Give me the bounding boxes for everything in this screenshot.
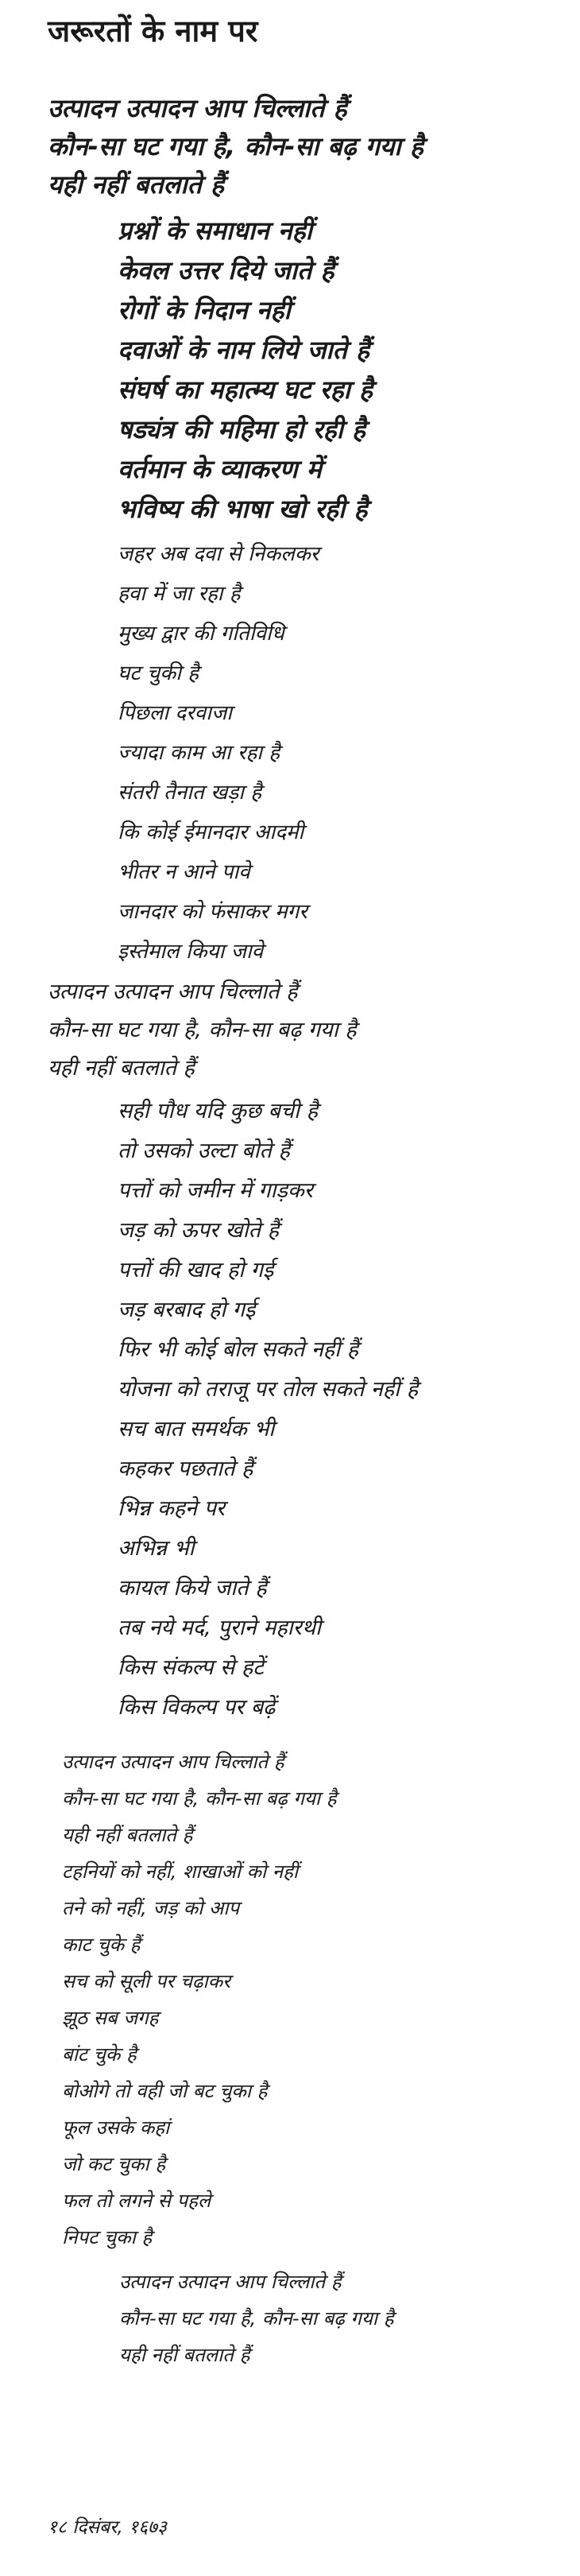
- poem-line: तो उसको उल्टा बोते हैं: [118, 1139, 290, 1163]
- poem-line: टहनियों को नहीं, शाखाओं को नहीं: [62, 1860, 299, 1883]
- poem-line: भिन्न कहने पर: [118, 1496, 225, 1521]
- poem-line: फूल उसके कहां: [62, 2116, 170, 2139]
- poem-line: जड़ को ऊपर खोते हैं: [118, 1218, 279, 1243]
- poem-line: यही नहीं बतलाते हैं: [119, 2344, 250, 2366]
- poem-line: यही नहीं बतलाते हैं: [48, 1056, 195, 1080]
- poem-title: जरूरतों के नाम पर: [48, 14, 258, 48]
- poem-line: भीतर न आने पावे: [118, 860, 250, 884]
- poem-line: फल तो लगने से पहले: [62, 2190, 211, 2212]
- poem-line: जहर अब दवा से निकलकर: [118, 542, 319, 566]
- poem-date: १८ दिसंबर, १६७३: [48, 2517, 167, 2538]
- poem-line: फिर भी कोई बोल सकते नहीं हैं: [118, 1337, 359, 1362]
- poem-line: पिछला दरवाजा: [118, 701, 233, 725]
- poem-line: हवा में जा रहा है: [118, 582, 241, 606]
- poem-line: मुख्य द्वार की गतिविधि: [118, 622, 284, 646]
- poem-line: निपट चुका है: [62, 2226, 153, 2248]
- poem-line: उत्पादन उत्पादन आप चिल्लाते हैं: [119, 2271, 342, 2293]
- poem-line: कहकर पछताते हैं: [118, 1457, 253, 1481]
- poem-line: कौन-सा घट गया है, कौन-सा बढ़ गया है: [48, 131, 423, 161]
- poem-line: बांट चुके है: [62, 2043, 137, 2066]
- poem-line: कौन-सा घट गया है, कौन-सा बढ़ गया है: [48, 1018, 357, 1042]
- poem-line: कौन-सा घट गया है, कौन-सा बढ़ गया है: [119, 2307, 394, 2330]
- poem-line: अभिन्न भी: [118, 1536, 195, 1561]
- poem-line: घट चुकी है: [118, 661, 199, 685]
- poem-line: भविष्य की भाषा खो रही है: [118, 494, 368, 524]
- poem-line: कि कोई ईमानदार आदमी: [118, 821, 304, 844]
- poem-line: बोओगे तो वही जो बट चुका है: [62, 2080, 268, 2102]
- poem-line: दवाओं के नाम लिये जाते हैं: [118, 335, 370, 365]
- poem-line: षड्यंत्र की महिमा हो रही है: [118, 414, 365, 444]
- poem-line: तने को नहीं, जड़ को आप: [62, 1897, 240, 1919]
- poem-line: झूठ सब जगह: [62, 2007, 159, 2029]
- poem-line: काट चुके हैं: [62, 1934, 141, 1956]
- poem-line: तब नये मर्द, पुराने महारथी: [118, 1616, 321, 1640]
- poem-line: रोगों के निदान नहीं: [118, 295, 291, 325]
- poem-line: प्रश्नों के समाधान नहीं: [118, 215, 312, 246]
- poem-line: सही पौध यदि कुछ बची है: [118, 1099, 318, 1123]
- poem-line: सच बात समर्थक भी: [118, 1417, 275, 1441]
- poem-line: संघर्ष का महात्म्य घट रहा है: [118, 374, 373, 405]
- poem-line: किस विकल्प पर बढ़ें: [118, 1695, 276, 1720]
- poem-line: यही नहीं बतलाते हैं: [48, 169, 225, 200]
- poem-line: पत्तों की खाद हो गई: [118, 1258, 274, 1282]
- poem-line: किस संकल्प से हटें: [118, 1655, 264, 1680]
- poem-line: उत्पादन उत्पादन आप चिल्लाते हैं: [48, 93, 347, 123]
- poem-line: योजना को तराजू पर तोल सकते नहीं है: [118, 1377, 419, 1402]
- poem-line: इस्तेमाल किया जावे: [118, 940, 264, 964]
- poem-line: यही नहीं बतलाते हैं: [62, 1824, 193, 1846]
- poem-line: उत्पादन उत्पादन आप चिल्लाते हैं: [62, 1751, 284, 1773]
- poem-line: ज्यादा काम आ रहा है: [118, 741, 280, 765]
- poem-line: पत्तों को जमीन में गाड़कर: [118, 1178, 313, 1203]
- poem-line: सच को सूली पर चढ़ाकर: [62, 1970, 231, 1992]
- poem-line: जड़ बरबाद हो गई: [118, 1298, 256, 1322]
- poem-line: संतरी तैनात खड़ा है: [118, 781, 262, 805]
- poem-line: कौन-सा घट गया है, कौन-सा बढ़ गया है: [62, 1787, 337, 1810]
- poem-line: उत्पादन उत्पादन आप चिल्लाते हैं: [48, 980, 298, 1004]
- poem-line: वर्तमान के व्याकरण में: [118, 454, 322, 484]
- poem-line: जानदार को फंसाकर मगर: [118, 900, 307, 924]
- poem-line: केवल उत्तर दिये जाते हैं: [118, 255, 334, 285]
- poem-line: कायल किये जाते हैं: [118, 1576, 267, 1600]
- poem-line: जो कट चुका है: [62, 2153, 166, 2175]
